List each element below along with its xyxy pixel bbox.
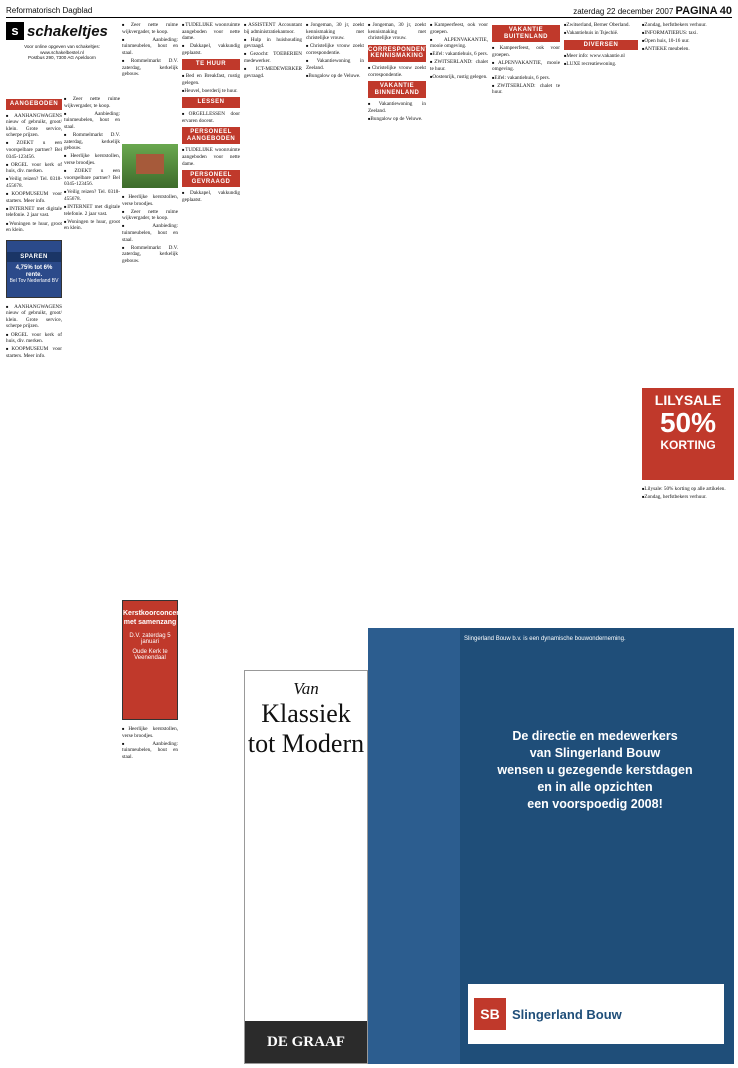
ad-item: ■ Kampeerfeest, ook voor groepen. — [492, 45, 560, 58]
ad-item: ■ Aanbieding: tuinmeubelen, hout en staal. — [64, 111, 120, 131]
headline-line: en in alle opzichten — [537, 780, 653, 794]
s-logo-icon: s — [6, 22, 24, 40]
ad-item: ■ Kampeerfeest, ook voor groepen. — [430, 22, 488, 35]
column-1b — [64, 96, 120, 1056]
ad-item: ■ Veilig reizen? Tel. 0318-455678. — [64, 189, 120, 202]
concert-title: Kerstkoorconcert met samenzang — [123, 610, 182, 626]
ad-item: ■ Zondag, herfstbekers verhuur. — [642, 494, 734, 501]
page-number: 40 — [719, 4, 732, 17]
ad-item: ■ Heerlijke kerststollen, verse broodjes. — [122, 726, 178, 739]
column-7 — [430, 22, 488, 622]
ad-item: ■ ZWITSERLAND: chalet te huur. — [492, 83, 560, 96]
ad-item: ■ ZOEKT u een voorspelbare partner? Bel 0345-123456. — [6, 140, 62, 160]
ad-item: ■ Bungalow op de Veluwe. — [368, 116, 426, 123]
page-info — [573, 5, 732, 17]
ad-item: ■ AANHANGWAGENS nieuw of gebruikt, groot/ klein. Grote service, scherpe prijzen. — [6, 113, 62, 139]
ad-item: ■ Jongeman, 30 jr, zoekt kennismaking met christelijke vrouw. — [306, 22, 364, 42]
sb-logo-icon: SB — [474, 998, 506, 1030]
section-vakantie-binnen: VAKANTIE BINNENLAND — [368, 81, 426, 98]
lilysale-percent: 50% — [659, 407, 717, 438]
column-2-bottom — [122, 726, 178, 1056]
ad-item: ■ KOOPMUSEUM voor starters. Meer info. — [6, 346, 62, 359]
section-lessen: LESSEN — [182, 97, 240, 108]
lilysale-ad — [642, 388, 734, 480]
klassiek-company: DE GRAAF — [245, 1021, 367, 1063]
ad-item: ■ TUDELIJKE woonruimte aangeboden voor nette dame. — [182, 22, 240, 42]
ad-item: ■ LUXE recreatiewoning. — [564, 61, 638, 68]
ad-item: ■ Zondag, herfstbekers verhuur. — [642, 22, 734, 29]
lilysale-label: KORTING — [660, 438, 716, 452]
ad-item: ■ Veilig reizen? Tel. 0318-455678. — [6, 176, 62, 189]
house-ad-image — [122, 144, 178, 188]
ad-item: ■ ALPENVAKANTIE, mooie omgeving. — [430, 37, 488, 50]
page-header — [6, 4, 732, 18]
ad-item: ■ Woningen te huur, groot en klein. — [6, 221, 62, 234]
ad-item: ■ Christelijke vrouw zoekt correspondentie. — [306, 43, 364, 56]
ad-item: ■ Vakantiewoning in Zeeland. — [368, 101, 426, 114]
page-label: PAGINA — [675, 4, 718, 17]
column-3 — [182, 22, 240, 1062]
ad-item: ■ ICT-MEDEWERKER gevraagd. — [244, 66, 302, 79]
klassiek-line1: Van — [293, 679, 319, 698]
concert-venue: Oude Kerk te Veenendaal — [132, 649, 168, 661]
sparen-rate: 4,75% tot 6% rente. — [15, 265, 53, 278]
ad-item: ■ Woningen te huur, groot en klein. — [64, 219, 120, 232]
ad-item: ■ ORGEL voor kerk of huis, div. merken. — [6, 162, 62, 175]
concert-ad — [122, 600, 182, 720]
klassiek-ad — [244, 670, 368, 1064]
masthead-address: Postbus 290, 7300 AG Apeldoorn — [28, 55, 96, 61]
masthead-info — [6, 44, 118, 61]
ad-item: ■ Meer info: www.vakantie.nl — [564, 53, 638, 60]
masthead-tagline: Voor online opgeven van schakeltjes: www.schakelbestel.nl — [24, 44, 100, 55]
column-1 — [6, 96, 62, 1056]
slingerland-ad — [368, 628, 734, 1064]
klassiek-line2: Klassiek — [261, 699, 351, 728]
ad-item: ■ Heerlijke kerststollen, verse broodjes. — [64, 153, 120, 166]
ad-item: ■ Aanbieding: tuinmeubelen, hout en staal. — [122, 223, 178, 243]
ad-item: ■ Vakantiehuis in Tsjechië. — [564, 30, 638, 37]
ad-item: ■ INTERNET met digitale telefonie. 2 jaar vast. — [6, 206, 62, 219]
ad-item: ■ ORGEL voor kerk of huis, div. merken. — [6, 332, 62, 345]
date: zaterdag 22 december 2007 — [573, 6, 674, 16]
ad-item: ■ Bed en Breakfast, rustig gelegen. — [182, 73, 240, 86]
lilysale-name: LILYSALE — [654, 392, 722, 408]
ad-item: ■ Zeer nette ruime wijkvergader, te koop. — [64, 96, 120, 109]
ad-item: ■ Zwitserland, Berner Oberland. — [564, 22, 638, 29]
ad-item: ■ ASSISTENT Accountant bij administratiekantoor. — [244, 22, 302, 35]
ad-item: ■ Hulp in huishouding gevraagd. — [244, 37, 302, 50]
sparen-ad — [6, 240, 62, 298]
slingerland-brand: Slingerland Bouw — [512, 1006, 622, 1022]
ad-item: ■ Eifel: vakantiehuis, 6 pers. — [492, 75, 560, 82]
slingerland-photo — [368, 628, 460, 1064]
ad-item: ■ Rommelmarkt D.V. zaterdag, kerkelijk gebouw. — [122, 58, 178, 78]
ad-item: ■ ALPENVAKANTIE, mooie omgeving. — [492, 60, 560, 73]
ad-item: ■ Jongeman, 30 jr, zoekt kennismaking met christelijke vrouw. — [368, 22, 426, 42]
column-4 — [244, 22, 302, 662]
ad-item: ■ Aanbieding: tuinmeubelen, hout en staal. — [122, 741, 178, 761]
section-sparen: SPAREN — [7, 252, 61, 263]
ad-item: ■ KOOPMUSEUM voor starters. Meer info. — [6, 191, 62, 204]
ad-item: ■ Oostenrijk, rustig gelegen. — [430, 74, 488, 81]
section-personeel-gevraagd: PERSONEEL GEVRAAGD — [182, 170, 240, 187]
ad-item: ■ INTERNET met digitale telefonie. 2 jaar vast. — [64, 204, 120, 217]
column-10 — [642, 22, 734, 382]
column-10-bottom — [642, 486, 734, 624]
ad-item: ■ Heerlijke kerststollen, verse broodjes. — [122, 194, 178, 207]
concert-date: D.V. zaterdag 5 januari — [129, 633, 171, 645]
ad-item: ■ Bungalow op de Veluwe. — [306, 73, 364, 80]
ad-item: ■ Rommelmarkt D.V. zaterdag, kerkelijk gebouw. — [64, 132, 120, 152]
ad-item: ■ Dakkapel, vakkundig geplaatst. — [182, 190, 240, 203]
column-2-mid — [122, 194, 178, 594]
masthead-title: schakeltjes — [27, 22, 108, 40]
ad-item: ■ Open huis, 10-16 uur. — [642, 38, 734, 45]
ad-item: ■ Dakkapel, vakkundig geplaatst. — [182, 43, 240, 56]
section-vakantie-buiten: VAKANTIE BUITENLAND — [492, 25, 560, 42]
slingerland-intro: Slingerland Bouw b.v. is een dynamische bouwonderneming. — [464, 636, 626, 642]
section-personeel: PERSONEEL AANGEBODEN — [182, 127, 240, 144]
section-te-huur: TE HUUR — [182, 59, 240, 70]
ad-item: ■ Rommelmarkt D.V. zaterdag, kerkelijk gebouw. — [122, 245, 178, 265]
ad-item: ■ INFORMATIEBUS: taxi. — [642, 30, 734, 37]
ad-item: ■ Zeer nette ruime wijkvergader, te koop. — [122, 209, 178, 222]
section-correspondentie: CORRESPONDENTIE KENNISMAKING — [368, 45, 426, 62]
klassiek-line3: tot Modern — [247, 729, 365, 758]
ad-item: ■ ORGELLESSEN door ervaren docent. — [182, 111, 240, 124]
ad-item: ■ Lilysale: 50% korting op alle artikelen. — [642, 486, 734, 493]
ad-item: ■ Eifel: vakantiehuis, 6 pers. — [430, 51, 488, 58]
slingerland-headline — [464, 728, 726, 813]
ad-item: ■ ANTIEKE meubelen. — [642, 46, 734, 53]
ad-item: ■ Zeer nette ruime wijkvergader, te koop. — [122, 22, 178, 35]
column-5 — [306, 22, 364, 662]
ad-item: ■ AANHANGWAGENS nieuw of gebruikt, groot/ klein. Grote service, scherpe prijzen. — [6, 304, 62, 330]
ad-item: ■ TUDELIJKE woonruimte aangeboden voor nette dame. — [182, 147, 240, 167]
ad-item: ■ Christelijke vrouw zoekt correspondentie. — [368, 65, 426, 78]
section-aangeboden: AANGEBODEN — [6, 99, 62, 110]
masthead-logo — [6, 22, 118, 40]
headline-line: een voorspoedig 2008! — [527, 797, 663, 811]
headline-line: van Slingerland Bouw — [529, 746, 661, 760]
ad-item: ■ Aanbieding: tuinmeubelen, hout en staal. — [122, 37, 178, 57]
ad-item: ■ ZOEKT u een voorspelbare partner? Bel 0345-123456. — [64, 168, 120, 188]
column-8 — [492, 22, 560, 622]
column-6 — [368, 22, 437, 622]
column-2-top — [122, 22, 178, 142]
ad-item: ■ ZWITSERLAND: chalet te huur. — [430, 59, 488, 72]
sparen-text: Bel Tov Nederland BV — [9, 278, 59, 285]
paper-name: Reformatorisch Dagblad — [6, 6, 93, 15]
masthead — [6, 22, 118, 92]
ad-item: ■ Gezocht: TOEBERIEN medewerker. — [244, 51, 302, 64]
slingerland-logo-area — [468, 984, 724, 1044]
headline-line: De directie en medewerkers — [512, 729, 678, 743]
section-diversen: DIVERSEN — [564, 40, 638, 51]
ad-item: ■ Heuvel, boerderij te huur. — [182, 88, 240, 95]
headline-line: wensen u gezegende kerstdagen — [497, 763, 693, 777]
column-9 — [564, 22, 638, 622]
ad-item: ■ Vakantiewoning in Zeeland. — [306, 58, 364, 71]
